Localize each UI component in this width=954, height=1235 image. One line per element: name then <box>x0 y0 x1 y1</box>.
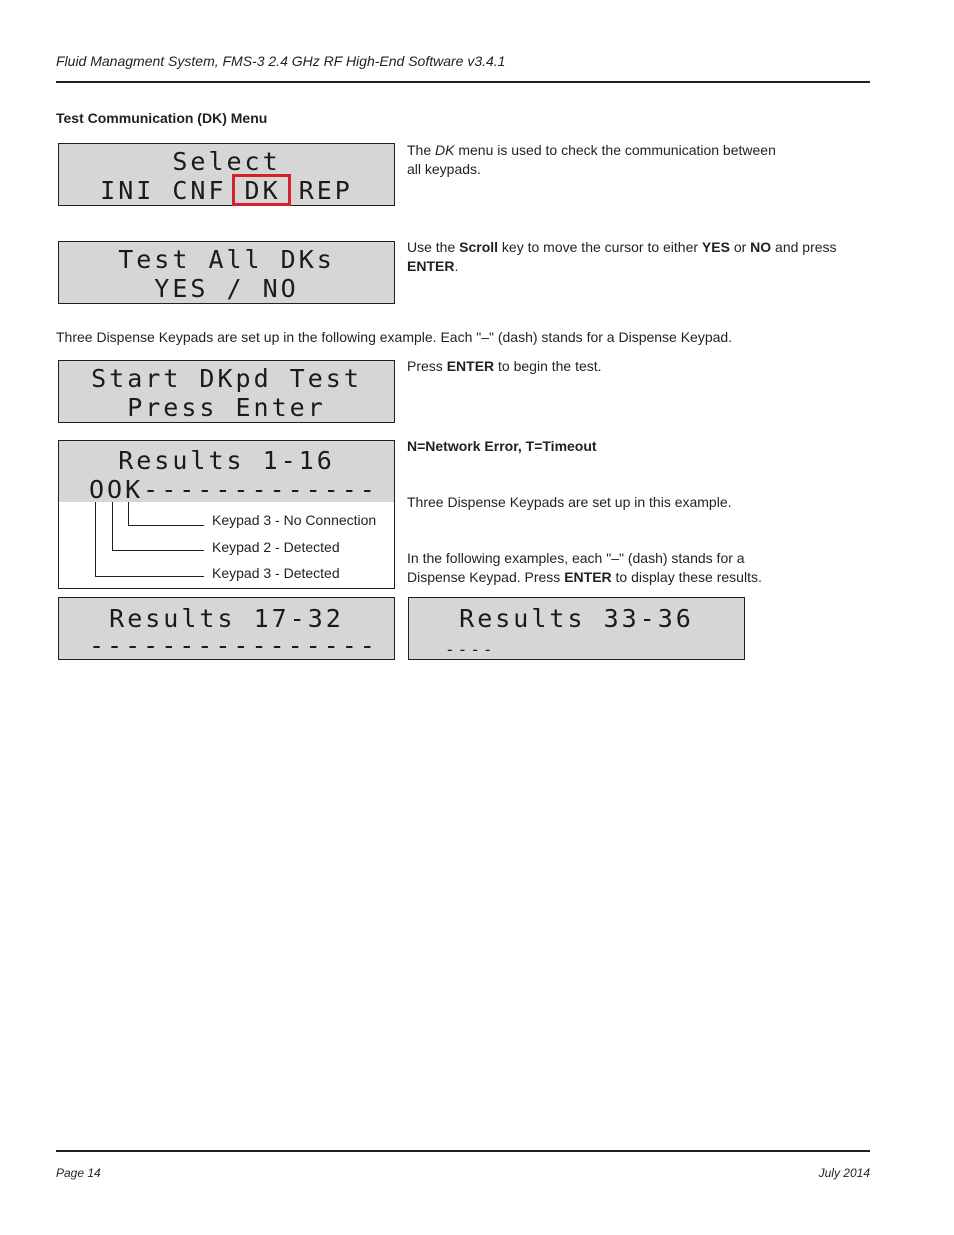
keypad-label-detected: Keypad 2 - Detected <box>212 539 340 555</box>
lcd-line-2: INI CNF DK REP <box>100 176 353 205</box>
lcd-results-17-32 <box>58 597 395 660</box>
lcd-line-1: Select <box>172 147 281 176</box>
dk-highlight-box <box>232 174 291 206</box>
desc-three-keypads: Three Dispense Keypads are set up in this example. <box>407 494 732 510</box>
section-title: Test Communication (DK) Menu <box>56 110 268 126</box>
intro-text: Three Dispense Keypads are set up in the following example. Each "–" (dash) stands for a Dispense Keypad. <box>56 329 733 345</box>
error-legend: N=Network Error, T=Timeout <box>407 438 597 454</box>
header-rule <box>56 81 870 83</box>
lcd-line-1: Test All DKs <box>118 245 335 274</box>
lcd-line-1: Results 17-32 <box>109 604 344 633</box>
keypad-label-detected: Keypad 3 - Detected <box>212 565 340 581</box>
lcd-results-1-16 <box>58 440 395 502</box>
lcd-start-test <box>58 360 395 423</box>
desc-press-enter: Press ENTER to begin the test. <box>407 358 602 374</box>
footer-page-number: Page 14 <box>56 1166 101 1180</box>
lcd-line-1: Results 33-36 <box>459 604 694 633</box>
desc-following-examples: In the following examples, each "–" (dash) stands for a Dispense Keypad. Press ENTER to display these results. <box>407 550 762 585</box>
lcd-select-menu <box>58 143 395 206</box>
footer-date: July 2014 <box>818 1166 870 1180</box>
desc-dk-menu: The DK menu is used to check the communication between all keypads. <box>407 142 776 177</box>
footer-rule <box>56 1150 870 1152</box>
lcd-line-2: Press Enter <box>127 393 326 422</box>
pointer-line-keypad-3b <box>95 502 204 577</box>
lcd-results-33-36 <box>408 597 745 660</box>
lcd-line-2: ---------------- <box>89 631 378 660</box>
lcd-line-2: ---- <box>445 640 496 659</box>
lcd-line-1: Start DKpd Test <box>91 364 362 393</box>
lcd-line-2: YES / NO <box>154 274 299 303</box>
lcd-line-1: Results 1-16 <box>118 446 335 475</box>
lcd-line-2: OOK------------- <box>89 475 378 504</box>
desc-scroll: Use the Scroll key to move the cursor to either YES or NO and press ENTER. <box>407 239 837 274</box>
lcd-test-all <box>58 241 395 304</box>
keypad-label-no-connection: Keypad 3 - No Connection <box>212 512 377 528</box>
page-header-title: Fluid Managment System, FMS-3 2.4 GHz RF High-End Software v3.4.1 <box>56 53 506 69</box>
